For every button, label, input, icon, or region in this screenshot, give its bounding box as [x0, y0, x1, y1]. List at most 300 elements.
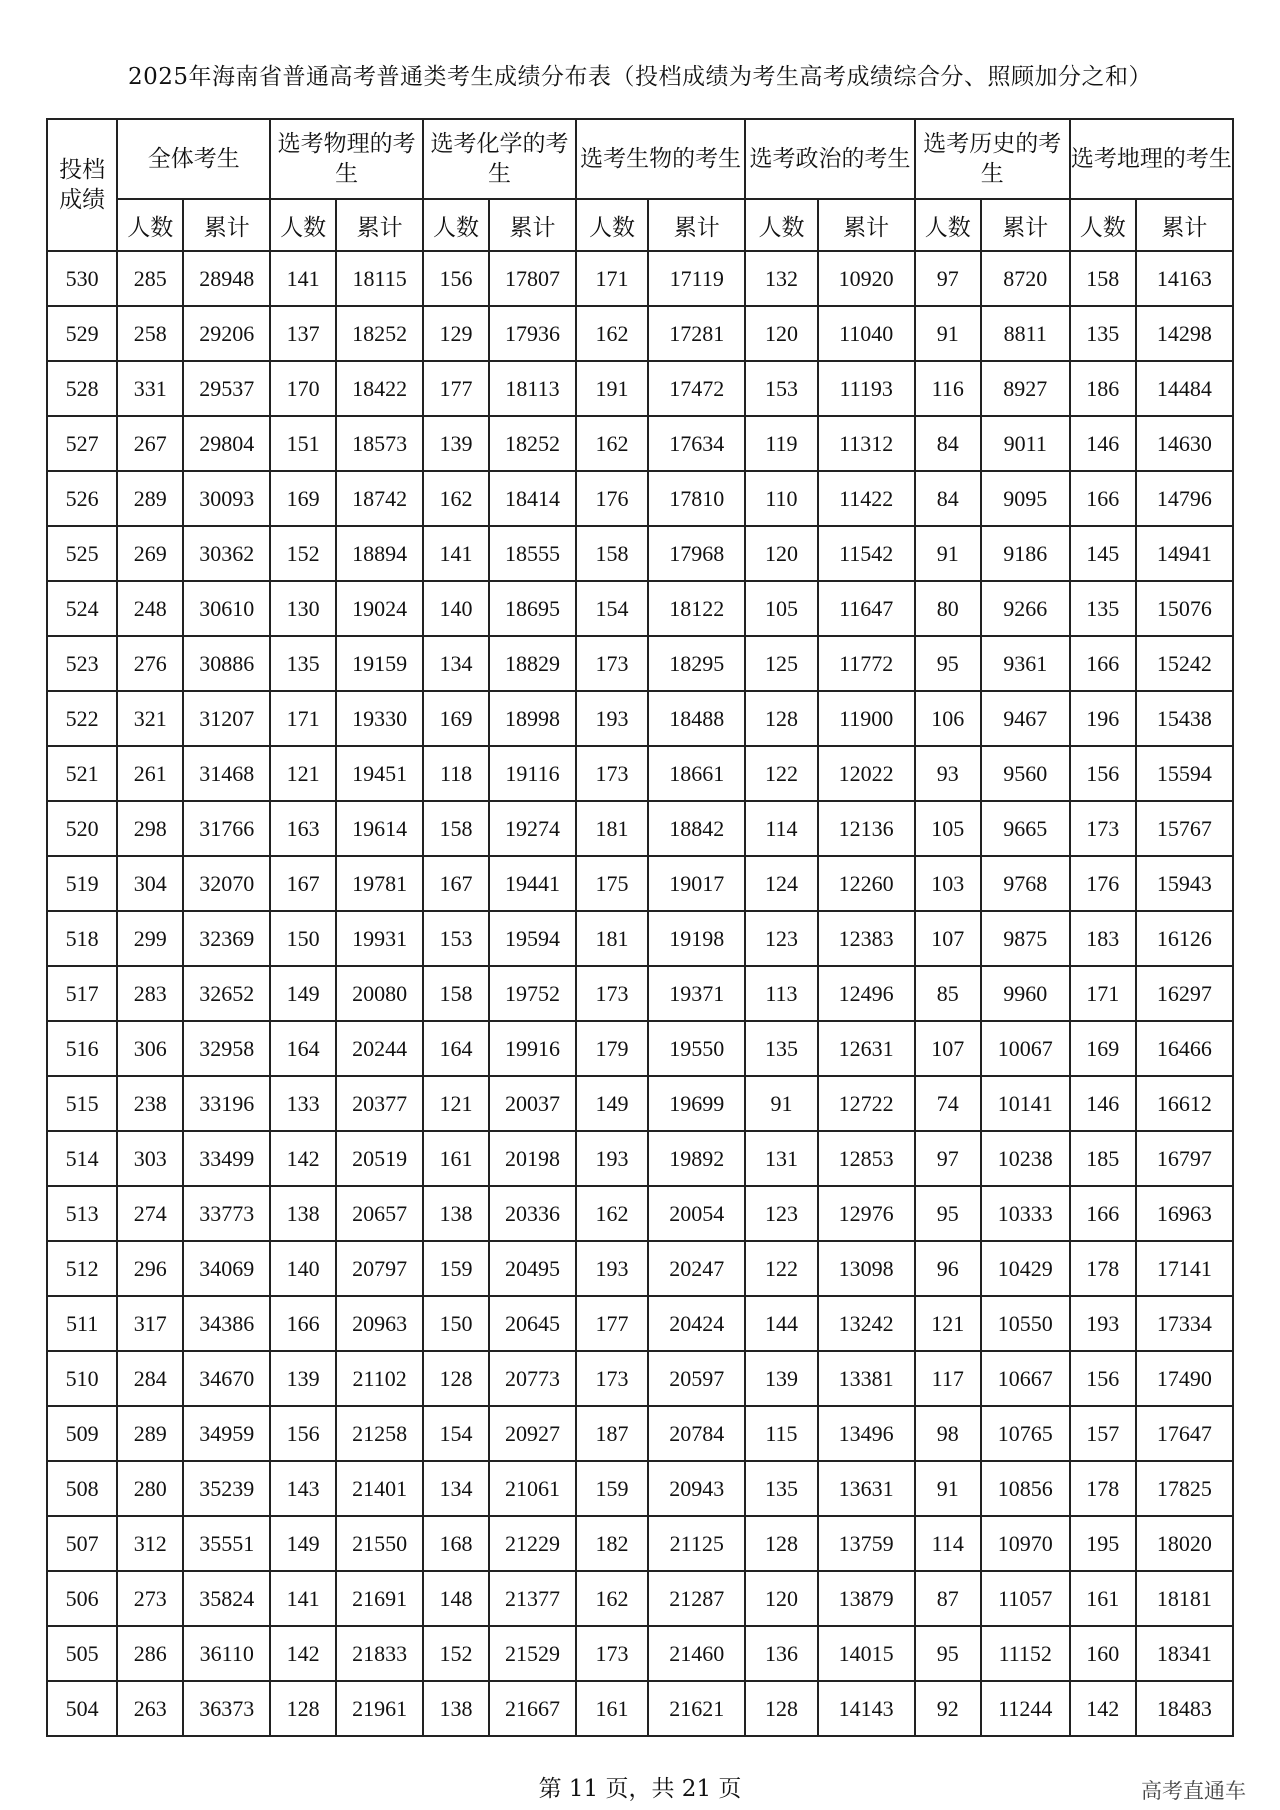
- count-cell: 91: [745, 1076, 817, 1131]
- count-cell: 152: [423, 1626, 489, 1681]
- count-cell: 87: [915, 1571, 981, 1626]
- cumulative-cell: 16797: [1136, 1131, 1233, 1186]
- count-cell: 95: [915, 636, 981, 691]
- count-cell: 299: [117, 911, 183, 966]
- sub-header-row: [47, 199, 1233, 251]
- count-cell: 317: [117, 1296, 183, 1351]
- count-cell: 158: [1070, 251, 1136, 306]
- cumulative-header: 累计: [336, 199, 423, 251]
- cumulative-cell: 34069: [183, 1241, 270, 1296]
- count-cell: 150: [270, 911, 336, 966]
- cumulative-cell: 20943: [648, 1461, 745, 1516]
- cumulative-cell: 18894: [336, 526, 423, 581]
- cumulative-cell: 20037: [489, 1076, 576, 1131]
- count-cell: 135: [745, 1461, 817, 1516]
- cumulative-cell: 12383: [818, 911, 915, 966]
- cumulative-cell: 17807: [489, 251, 576, 306]
- cumulative-cell: 12631: [818, 1021, 915, 1076]
- count-cell: 179: [576, 1021, 648, 1076]
- count-cell: 131: [745, 1131, 817, 1186]
- count-cell: 298: [117, 801, 183, 856]
- count-cell: 121: [915, 1296, 981, 1351]
- count-cell: 176: [1070, 856, 1136, 911]
- count-cell: 103: [915, 856, 981, 911]
- cumulative-cell: 10667: [981, 1351, 1070, 1406]
- cumulative-cell: 18483: [1136, 1681, 1233, 1736]
- cumulative-cell: 11647: [818, 581, 915, 636]
- cumulative-cell: 18252: [489, 416, 576, 471]
- cumulative-cell: 34386: [183, 1296, 270, 1351]
- cumulative-cell: 20198: [489, 1131, 576, 1186]
- cumulative-cell: 17936: [489, 306, 576, 361]
- cumulative-cell: 18661: [648, 746, 745, 801]
- cumulative-cell: 18115: [336, 251, 423, 306]
- count-header: 人数: [745, 199, 817, 251]
- cumulative-cell: 11542: [818, 526, 915, 581]
- count-cell: 181: [576, 801, 648, 856]
- count-cell: 167: [423, 856, 489, 911]
- table-row: [47, 306, 1233, 361]
- cumulative-cell: 21529: [489, 1626, 576, 1681]
- count-cell: 182: [576, 1516, 648, 1571]
- count-cell: 114: [915, 1516, 981, 1571]
- count-cell: 274: [117, 1186, 183, 1241]
- score-cell: 504: [47, 1681, 117, 1736]
- count-header: 人数: [270, 199, 336, 251]
- cumulative-cell: 21401: [336, 1461, 423, 1516]
- cumulative-cell: 10920: [818, 251, 915, 306]
- count-cell: 110: [745, 471, 817, 526]
- cumulative-cell: 21667: [489, 1681, 576, 1736]
- count-cell: 321: [117, 691, 183, 746]
- count-cell: 149: [270, 1516, 336, 1571]
- cumulative-header: 累计: [648, 199, 745, 251]
- count-cell: 269: [117, 526, 183, 581]
- count-cell: 128: [270, 1681, 336, 1736]
- cumulative-cell: 19116: [489, 746, 576, 801]
- count-cell: 261: [117, 746, 183, 801]
- cumulative-cell: 17968: [648, 526, 745, 581]
- cumulative-cell: 20336: [489, 1186, 576, 1241]
- table-row: [47, 1681, 1233, 1736]
- cumulative-cell: 20927: [489, 1406, 576, 1461]
- score-cell: 516: [47, 1021, 117, 1076]
- cumulative-cell: 20244: [336, 1021, 423, 1076]
- group-header-row: [47, 119, 1233, 199]
- count-cell: 158: [423, 801, 489, 856]
- cumulative-cell: 19892: [648, 1131, 745, 1186]
- cumulative-cell: 12722: [818, 1076, 915, 1131]
- cumulative-cell: 34670: [183, 1351, 270, 1406]
- cumulative-cell: 20657: [336, 1186, 423, 1241]
- count-cell: 123: [745, 1186, 817, 1241]
- count-header: 人数: [117, 199, 183, 251]
- cumulative-cell: 35824: [183, 1571, 270, 1626]
- count-cell: 159: [423, 1241, 489, 1296]
- count-cell: 130: [270, 581, 336, 636]
- count-cell: 150: [423, 1296, 489, 1351]
- cumulative-cell: 19371: [648, 966, 745, 1021]
- score-cell: 529: [47, 306, 117, 361]
- document-title: 2025年海南省普通高考普通类考生成绩分布表（投档成绩为考生高考成绩综合分、照顾加分之和）: [127, 64, 1153, 90]
- table-row: [47, 966, 1233, 1021]
- count-cell: 169: [1070, 1021, 1136, 1076]
- count-header: 人数: [1070, 199, 1136, 251]
- count-cell: 128: [745, 1681, 817, 1736]
- cumulative-cell: 14143: [818, 1681, 915, 1736]
- cumulative-cell: 11312: [818, 416, 915, 471]
- table-row: [47, 471, 1233, 526]
- cumulative-cell: 15242: [1136, 636, 1233, 691]
- count-cell: 135: [745, 1021, 817, 1076]
- cumulative-cell: 30886: [183, 636, 270, 691]
- cumulative-header: 累计: [818, 199, 915, 251]
- count-cell: 143: [270, 1461, 336, 1516]
- count-cell: 122: [745, 1241, 817, 1296]
- count-cell: 93: [915, 746, 981, 801]
- count-cell: 84: [915, 416, 981, 471]
- table-row: [47, 1131, 1233, 1186]
- count-cell: 170: [270, 361, 336, 416]
- count-cell: 193: [1070, 1296, 1136, 1351]
- table-row: [47, 1186, 1233, 1241]
- count-cell: 120: [745, 526, 817, 581]
- count-cell: 156: [1070, 1351, 1136, 1406]
- count-cell: 283: [117, 966, 183, 1021]
- score-cell: 511: [47, 1296, 117, 1351]
- cumulative-cell: 34959: [183, 1406, 270, 1461]
- count-cell: 162: [576, 1571, 648, 1626]
- count-cell: 139: [745, 1351, 817, 1406]
- count-cell: 95: [915, 1626, 981, 1681]
- score-cell: 506: [47, 1571, 117, 1626]
- cumulative-cell: 33196: [183, 1076, 270, 1131]
- cumulative-cell: 13631: [818, 1461, 915, 1516]
- count-cell: 263: [117, 1681, 183, 1736]
- cumulative-cell: 28948: [183, 251, 270, 306]
- count-cell: 171: [1070, 966, 1136, 1021]
- cumulative-cell: 18842: [648, 801, 745, 856]
- score-cell: 519: [47, 856, 117, 911]
- cumulative-cell: 11193: [818, 361, 915, 416]
- score-column-header: 投档 成绩: [47, 119, 117, 251]
- count-cell: 140: [423, 581, 489, 636]
- score-cell: 525: [47, 526, 117, 581]
- cumulative-cell: 31207: [183, 691, 270, 746]
- count-cell: 158: [423, 966, 489, 1021]
- count-header: 人数: [423, 199, 489, 251]
- score-cell: 508: [47, 1461, 117, 1516]
- count-cell: 124: [745, 856, 817, 911]
- count-cell: 105: [745, 581, 817, 636]
- cumulative-cell: 21061: [489, 1461, 576, 1516]
- count-cell: 193: [576, 691, 648, 746]
- count-cell: 161: [576, 1681, 648, 1736]
- cumulative-cell: 9875: [981, 911, 1070, 966]
- count-cell: 115: [745, 1406, 817, 1461]
- table-row: [47, 1516, 1233, 1571]
- cumulative-cell: 21287: [648, 1571, 745, 1626]
- count-cell: 175: [576, 856, 648, 911]
- count-cell: 173: [576, 746, 648, 801]
- count-cell: 121: [270, 746, 336, 801]
- cumulative-cell: 12022: [818, 746, 915, 801]
- cumulative-cell: 9467: [981, 691, 1070, 746]
- cumulative-cell: 36110: [183, 1626, 270, 1681]
- count-cell: 162: [423, 471, 489, 526]
- cumulative-cell: 18020: [1136, 1516, 1233, 1571]
- count-cell: 125: [745, 636, 817, 691]
- cumulative-cell: 18742: [336, 471, 423, 526]
- cumulative-cell: 9768: [981, 856, 1070, 911]
- count-cell: 173: [576, 636, 648, 691]
- count-cell: 166: [1070, 636, 1136, 691]
- cumulative-cell: 14015: [818, 1626, 915, 1681]
- group-header: 选考历史的考生: [915, 119, 1070, 199]
- count-cell: 169: [423, 691, 489, 746]
- cumulative-cell: 9011: [981, 416, 1070, 471]
- count-cell: 120: [745, 1571, 817, 1626]
- cumulative-cell: 20645: [489, 1296, 576, 1351]
- cumulative-cell: 13496: [818, 1406, 915, 1461]
- cumulative-cell: 10429: [981, 1241, 1070, 1296]
- cumulative-cell: 18113: [489, 361, 576, 416]
- count-cell: 267: [117, 416, 183, 471]
- group-header: 选考化学的考生: [423, 119, 576, 199]
- table-row: [47, 1076, 1233, 1131]
- group-header: 选考政治的考生: [745, 119, 914, 199]
- count-cell: 166: [1070, 1186, 1136, 1241]
- cumulative-cell: 19931: [336, 911, 423, 966]
- count-cell: 171: [270, 691, 336, 746]
- count-cell: 289: [117, 1406, 183, 1461]
- cumulative-cell: 21102: [336, 1351, 423, 1406]
- cumulative-cell: 9960: [981, 966, 1070, 1021]
- count-cell: 117: [915, 1351, 981, 1406]
- score-cell: 521: [47, 746, 117, 801]
- count-cell: 148: [423, 1571, 489, 1626]
- cumulative-cell: 31766: [183, 801, 270, 856]
- count-cell: 118: [423, 746, 489, 801]
- cumulative-cell: 13759: [818, 1516, 915, 1571]
- table-row: [47, 526, 1233, 581]
- count-cell: 91: [915, 1461, 981, 1516]
- table-row: [47, 1296, 1233, 1351]
- cumulative-cell: 10141: [981, 1076, 1070, 1131]
- table-row: [47, 691, 1233, 746]
- count-cell: 181: [576, 911, 648, 966]
- cumulative-cell: 15943: [1136, 856, 1233, 911]
- count-cell: 151: [270, 416, 336, 471]
- count-cell: 144: [745, 1296, 817, 1351]
- cumulative-cell: 21125: [648, 1516, 745, 1571]
- count-cell: 146: [1070, 416, 1136, 471]
- cumulative-header: 累计: [489, 199, 576, 251]
- count-cell: 138: [423, 1186, 489, 1241]
- count-cell: 173: [576, 966, 648, 1021]
- score-cell: 517: [47, 966, 117, 1021]
- cumulative-cell: 16297: [1136, 966, 1233, 1021]
- count-header: 人数: [576, 199, 648, 251]
- count-cell: 285: [117, 251, 183, 306]
- table-row: [47, 1571, 1233, 1626]
- cumulative-cell: 20797: [336, 1241, 423, 1296]
- count-cell: 105: [915, 801, 981, 856]
- cumulative-header: 累计: [981, 199, 1070, 251]
- table-row: [47, 801, 1233, 856]
- table-row: [47, 1241, 1233, 1296]
- cumulative-cell: 17334: [1136, 1296, 1233, 1351]
- count-cell: 166: [270, 1296, 336, 1351]
- count-cell: 128: [745, 691, 817, 746]
- count-cell: 80: [915, 581, 981, 636]
- cumulative-cell: 35551: [183, 1516, 270, 1571]
- cumulative-cell: 10067: [981, 1021, 1070, 1076]
- score-cell: 518: [47, 911, 117, 966]
- cumulative-cell: 17141: [1136, 1241, 1233, 1296]
- cumulative-cell: 36373: [183, 1681, 270, 1736]
- cumulative-cell: 20784: [648, 1406, 745, 1461]
- cumulative-cell: 19017: [648, 856, 745, 911]
- count-cell: 178: [1070, 1461, 1136, 1516]
- cumulative-cell: 19451: [336, 746, 423, 801]
- cumulative-cell: 18829: [489, 636, 576, 691]
- count-cell: 139: [270, 1351, 336, 1406]
- count-cell: 142: [270, 1131, 336, 1186]
- cumulative-cell: 15594: [1136, 746, 1233, 801]
- score-cell: 530: [47, 251, 117, 306]
- count-cell: 146: [1070, 1076, 1136, 1131]
- cumulative-cell: 18998: [489, 691, 576, 746]
- count-cell: 162: [576, 1186, 648, 1241]
- cumulative-cell: 18122: [648, 581, 745, 636]
- count-cell: 304: [117, 856, 183, 911]
- score-cell: 526: [47, 471, 117, 526]
- cumulative-cell: 11057: [981, 1571, 1070, 1626]
- cumulative-cell: 13879: [818, 1571, 915, 1626]
- count-cell: 169: [270, 471, 336, 526]
- table-row: [47, 1406, 1233, 1461]
- count-cell: 107: [915, 1021, 981, 1076]
- table-row: [47, 1351, 1233, 1406]
- cumulative-cell: 21460: [648, 1626, 745, 1681]
- cumulative-header: 累计: [1136, 199, 1233, 251]
- table-row: [47, 856, 1233, 911]
- cumulative-cell: 11422: [818, 471, 915, 526]
- cumulative-cell: 32070: [183, 856, 270, 911]
- cumulative-cell: 21550: [336, 1516, 423, 1571]
- page-number: 第 11 页，共 21 页: [538, 1776, 742, 1802]
- count-cell: 331: [117, 361, 183, 416]
- count-cell: 191: [576, 361, 648, 416]
- count-cell: 273: [117, 1571, 183, 1626]
- cumulative-cell: 29206: [183, 306, 270, 361]
- count-cell: 121: [423, 1076, 489, 1131]
- count-cell: 129: [423, 306, 489, 361]
- cumulative-cell: 8927: [981, 361, 1070, 416]
- table-row: [47, 1461, 1233, 1516]
- count-cell: 156: [270, 1406, 336, 1461]
- score-cell: 520: [47, 801, 117, 856]
- cumulative-cell: 18573: [336, 416, 423, 471]
- table-row: [47, 581, 1233, 636]
- cumulative-cell: 19274: [489, 801, 576, 856]
- count-cell: 163: [270, 801, 336, 856]
- count-cell: 238: [117, 1076, 183, 1131]
- cumulative-cell: 18341: [1136, 1626, 1233, 1681]
- cumulative-cell: 20054: [648, 1186, 745, 1241]
- count-cell: 153: [423, 911, 489, 966]
- score-cell: 515: [47, 1076, 117, 1131]
- count-cell: 123: [745, 911, 817, 966]
- count-cell: 164: [270, 1021, 336, 1076]
- cumulative-cell: 17472: [648, 361, 745, 416]
- cumulative-cell: 12976: [818, 1186, 915, 1241]
- cumulative-cell: 11772: [818, 636, 915, 691]
- count-cell: 173: [576, 1351, 648, 1406]
- cumulative-cell: 19614: [336, 801, 423, 856]
- cumulative-cell: 9095: [981, 471, 1070, 526]
- cumulative-cell: 8811: [981, 306, 1070, 361]
- cumulative-cell: 32958: [183, 1021, 270, 1076]
- count-cell: 160: [1070, 1626, 1136, 1681]
- count-cell: 193: [576, 1131, 648, 1186]
- count-cell: 164: [423, 1021, 489, 1076]
- count-cell: 154: [423, 1406, 489, 1461]
- cumulative-cell: 21377: [489, 1571, 576, 1626]
- cumulative-cell: 20963: [336, 1296, 423, 1351]
- count-cell: 135: [1070, 306, 1136, 361]
- cumulative-cell: 19198: [648, 911, 745, 966]
- cumulative-cell: 17490: [1136, 1351, 1233, 1406]
- count-cell: 140: [270, 1241, 336, 1296]
- cumulative-cell: 17634: [648, 416, 745, 471]
- count-cell: 95: [915, 1186, 981, 1241]
- count-cell: 74: [915, 1076, 981, 1131]
- table-row: [47, 416, 1233, 471]
- score-cell: 507: [47, 1516, 117, 1571]
- score-cell: 512: [47, 1241, 117, 1296]
- score-cell: 513: [47, 1186, 117, 1241]
- cumulative-cell: 18414: [489, 471, 576, 526]
- cumulative-cell: 21229: [489, 1516, 576, 1571]
- count-cell: 139: [423, 416, 489, 471]
- count-cell: 91: [915, 526, 981, 581]
- count-cell: 134: [423, 1461, 489, 1516]
- cumulative-cell: 12496: [818, 966, 915, 1021]
- count-cell: 284: [117, 1351, 183, 1406]
- cumulative-cell: 11152: [981, 1626, 1070, 1681]
- cumulative-cell: 30362: [183, 526, 270, 581]
- count-cell: 145: [1070, 526, 1136, 581]
- cumulative-cell: 31468: [183, 746, 270, 801]
- count-cell: 116: [915, 361, 981, 416]
- count-cell: 107: [915, 911, 981, 966]
- count-cell: 114: [745, 801, 817, 856]
- count-cell: 176: [576, 471, 648, 526]
- count-cell: 141: [423, 526, 489, 581]
- cumulative-cell: 20424: [648, 1296, 745, 1351]
- count-cell: 156: [1070, 746, 1136, 801]
- cumulative-cell: 11244: [981, 1681, 1070, 1736]
- table-row: [47, 636, 1233, 691]
- cumulative-cell: 19781: [336, 856, 423, 911]
- count-cell: 133: [270, 1076, 336, 1131]
- cumulative-cell: 19550: [648, 1021, 745, 1076]
- count-cell: 97: [915, 1131, 981, 1186]
- cumulative-cell: 33773: [183, 1186, 270, 1241]
- score-cell: 505: [47, 1626, 117, 1681]
